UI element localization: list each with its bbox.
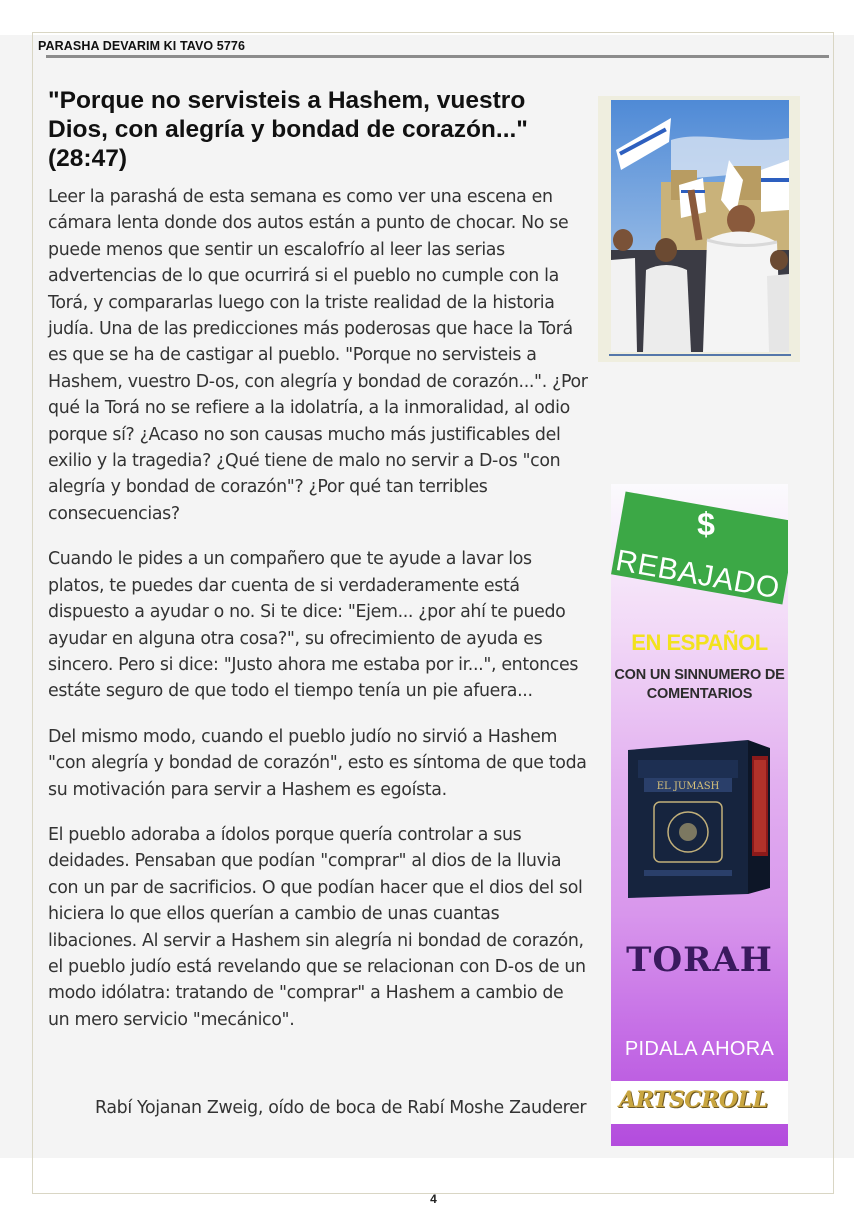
photo-frame <box>598 96 800 362</box>
running-header: PARASHA DEVARIM KI TAVO 5776 <box>38 39 245 53</box>
order-now-button[interactable]: PIDALA AHORA <box>624 1038 775 1060</box>
ad-language-line: EN ESPAÑOL <box>631 630 768 655</box>
dollar-icon: $ <box>697 506 715 542</box>
ad-product-name: TORAH <box>626 940 773 980</box>
book-spine-text: EL JUMASH <box>656 781 720 792</box>
article-title: "Porque no servisteis a Hashem, vuestro Dios, con alegría y bondad de corazón..." (28:47) <box>48 87 528 172</box>
article-body <box>48 184 588 1052</box>
article-paragraph: El pueblo adoraba a ídolos porque quería controlar a sus deidades. Pensaban que podían "comprar" al dios de la lluvia con un par de sacrificios. O que podían hacer que el dios del sol hiciera lo que ellos querían a cambio de unas cuantas libaciones. Al servir a Hashem sin alegría ni bondad de corazón, el pueblo judío está revelando que se relacionan con D-os de un modo idólatra: tratando de "comprar" a Hashem a cambio de un mero servicio "mecánico". <box>48 824 586 1030</box>
article-paragraph: Cuando le pides a un compañero que te ayude a lavar los platos, te puedes dar cuenta de si verdaderamente está dispuesto a ayudar o no. Si te dice: "Ejem... ¿por ahí te puedo ayudar en alguna otra cosa?", su ofrecimiento de ayuda es sincero. Pero si dice: "Justo ahora me estaba por ir...", entonces estáte seguro de que todo el tiempo tenía un pie afuera... <box>48 549 579 702</box>
publisher-logo-band <box>611 1081 788 1124</box>
torah-advertisement[interactable] <box>611 484 788 1146</box>
article-paragraph: Leer la parashá de esta semana es como ver una escena en cámara lenta donde dos autos están a punto de chocar. No se puede menos que sentir un escalofrío al leer las serias advertencias de lo que ocurrirá si el pueblo no cumple con la Torá, y compararlas luego con la triste realidad de la historia judía. Una de las predicciones más poderosas que hace la Torá es que se ha de castigar al pueblo. "Porque no servisteis a Hashem, vuestro D-os, con alegría y bondad de corazón...". ¿Por qué la Torá no se refiere a la idolatría, a la inmoralidad, al odio porque sí? ¿Acaso no son causas mucho más justificables del exilio y la tragedia? ¿Qué tiene de malo no servir a D-os "con alegría y bondad de corazón"? ¿Por qué tan terribles consecuencias? <box>48 187 588 524</box>
page-number: 4 <box>430 1192 437 1206</box>
photo-underline <box>609 354 791 356</box>
ad-subtitle: CON UN SINNUMERO DE COMENTARIOS <box>614 667 785 702</box>
article-paragraph: Del mismo modo, cuando el pueblo judío no sirvió a Hashem "con alegría y bondad de corazón", esto es síntoma de que toda su motivación para servir a Hashem es egoísta. <box>48 726 587 800</box>
chumash-book-icon <box>624 738 772 900</box>
author-signature: Rabí Yojanan Zweig, oído de boca de Rabí Moshe Zauderer <box>95 1098 587 1118</box>
artscroll-logo: ARTSCROLL <box>619 1087 768 1113</box>
sale-badge-text: REBAJADO <box>613 544 783 606</box>
header-divider <box>46 55 829 58</box>
flag-march-photo <box>611 100 789 352</box>
